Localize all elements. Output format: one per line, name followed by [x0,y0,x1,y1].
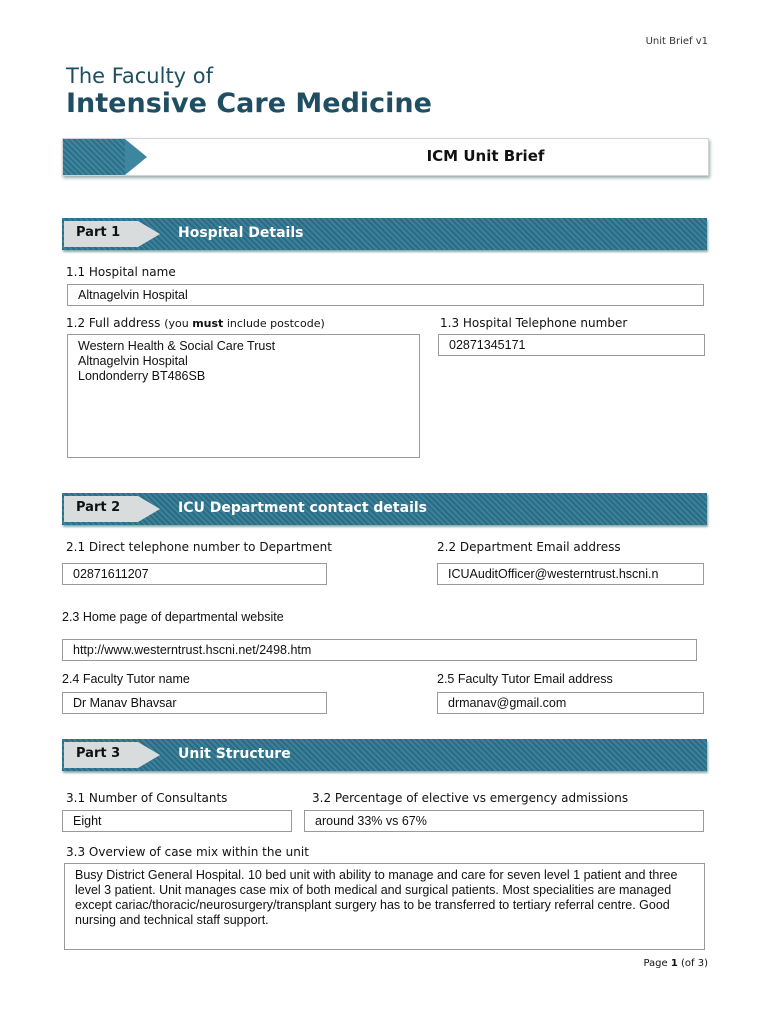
document-version: Unit Brief v1 [645,36,708,47]
tutor-email-label: 2.5 Faculty Tutor Email address [437,672,613,686]
part2-label: Part 2 [76,500,121,515]
part1-label: Part 1 [76,225,121,240]
homepage-label: 2.3 Home page of departmental website [62,610,284,624]
hospital-name-field[interactable]: Altnagelvin Hospital [67,284,704,306]
part2-label-box [64,496,138,522]
address-line: Londonderry BT486SB [78,369,206,383]
document-title: ICM Unit Brief [426,147,545,165]
part2-arrow-icon [138,496,160,522]
part3-header [62,739,707,771]
faculty-tutor-field[interactable]: Dr Manav Bhavsar [62,692,327,714]
department-email-label: 2.2 Department Email address [437,540,621,554]
part1-header [62,218,707,250]
address-line: Altnagelvin Hospital [78,354,188,368]
part1-title: Hospital Details [178,225,304,241]
title-banner [62,138,709,176]
part3-arrow-icon [138,742,160,768]
department-email-field[interactable]: ICUAuditOfficer@westerntrust.hscni.n [437,563,704,585]
part3-title: Unit Structure [178,746,291,762]
part2-header [62,493,707,525]
direct-phone-field[interactable]: 02871611207 [62,563,327,585]
part1-label-box [64,221,138,247]
hospital-name-label: 1.1 Hospital name [66,265,176,279]
consultants-field[interactable]: Eight [62,810,292,832]
address-line: Western Health & Social Care Trust [78,339,276,353]
telephone-label: 1.3 Hospital Telephone number [440,316,628,330]
telephone-field[interactable]: 02871345171 [438,334,705,356]
part1-arrow-icon [138,221,160,247]
casemix-field[interactable]: Busy District General Hospital. 10 bed unit with ability to manage and care for seven level 1 patient and three level 3 patient. Unit manages case mix of both medical and surgical patients. Most specialities are managed except cariac/thoracic/neurosurgery/transplant surgery has to be transferred to tertiary referral centre. Good nursing and technical staff support. [64,863,705,950]
tutor-email-field[interactable]: drmanav@gmail.com [437,692,704,714]
faculty-logo-line1: The Faculty of [66,64,214,88]
admissions-label: 3.2 Percentage of elective vs emergency admissions [312,791,629,805]
consultants-label: 3.1 Number of Consultants [66,791,228,805]
faculty-tutor-label: 2.4 Faculty Tutor name [62,672,190,686]
part3-label-box [64,742,138,768]
homepage-field[interactable]: http://www.westerntrust.hscni.net/2498.htm [62,639,697,661]
admissions-field[interactable]: around 33% vs 67% [304,810,704,832]
page-number: Page 1 (of 3) [643,958,708,969]
address-field[interactable] [67,334,420,458]
casemix-label: 3.3 Overview of case mix within the unit [66,845,309,859]
faculty-logo-line2: Intensive Care Medicine [66,88,432,119]
part2-title: ICU Department contact details [178,500,427,516]
direct-phone-label: 2.1 Direct telephone number to Department [66,540,332,554]
address-label: 1.2 Full address (you must include postcode) [66,316,325,330]
part3-label: Part 3 [76,746,121,761]
